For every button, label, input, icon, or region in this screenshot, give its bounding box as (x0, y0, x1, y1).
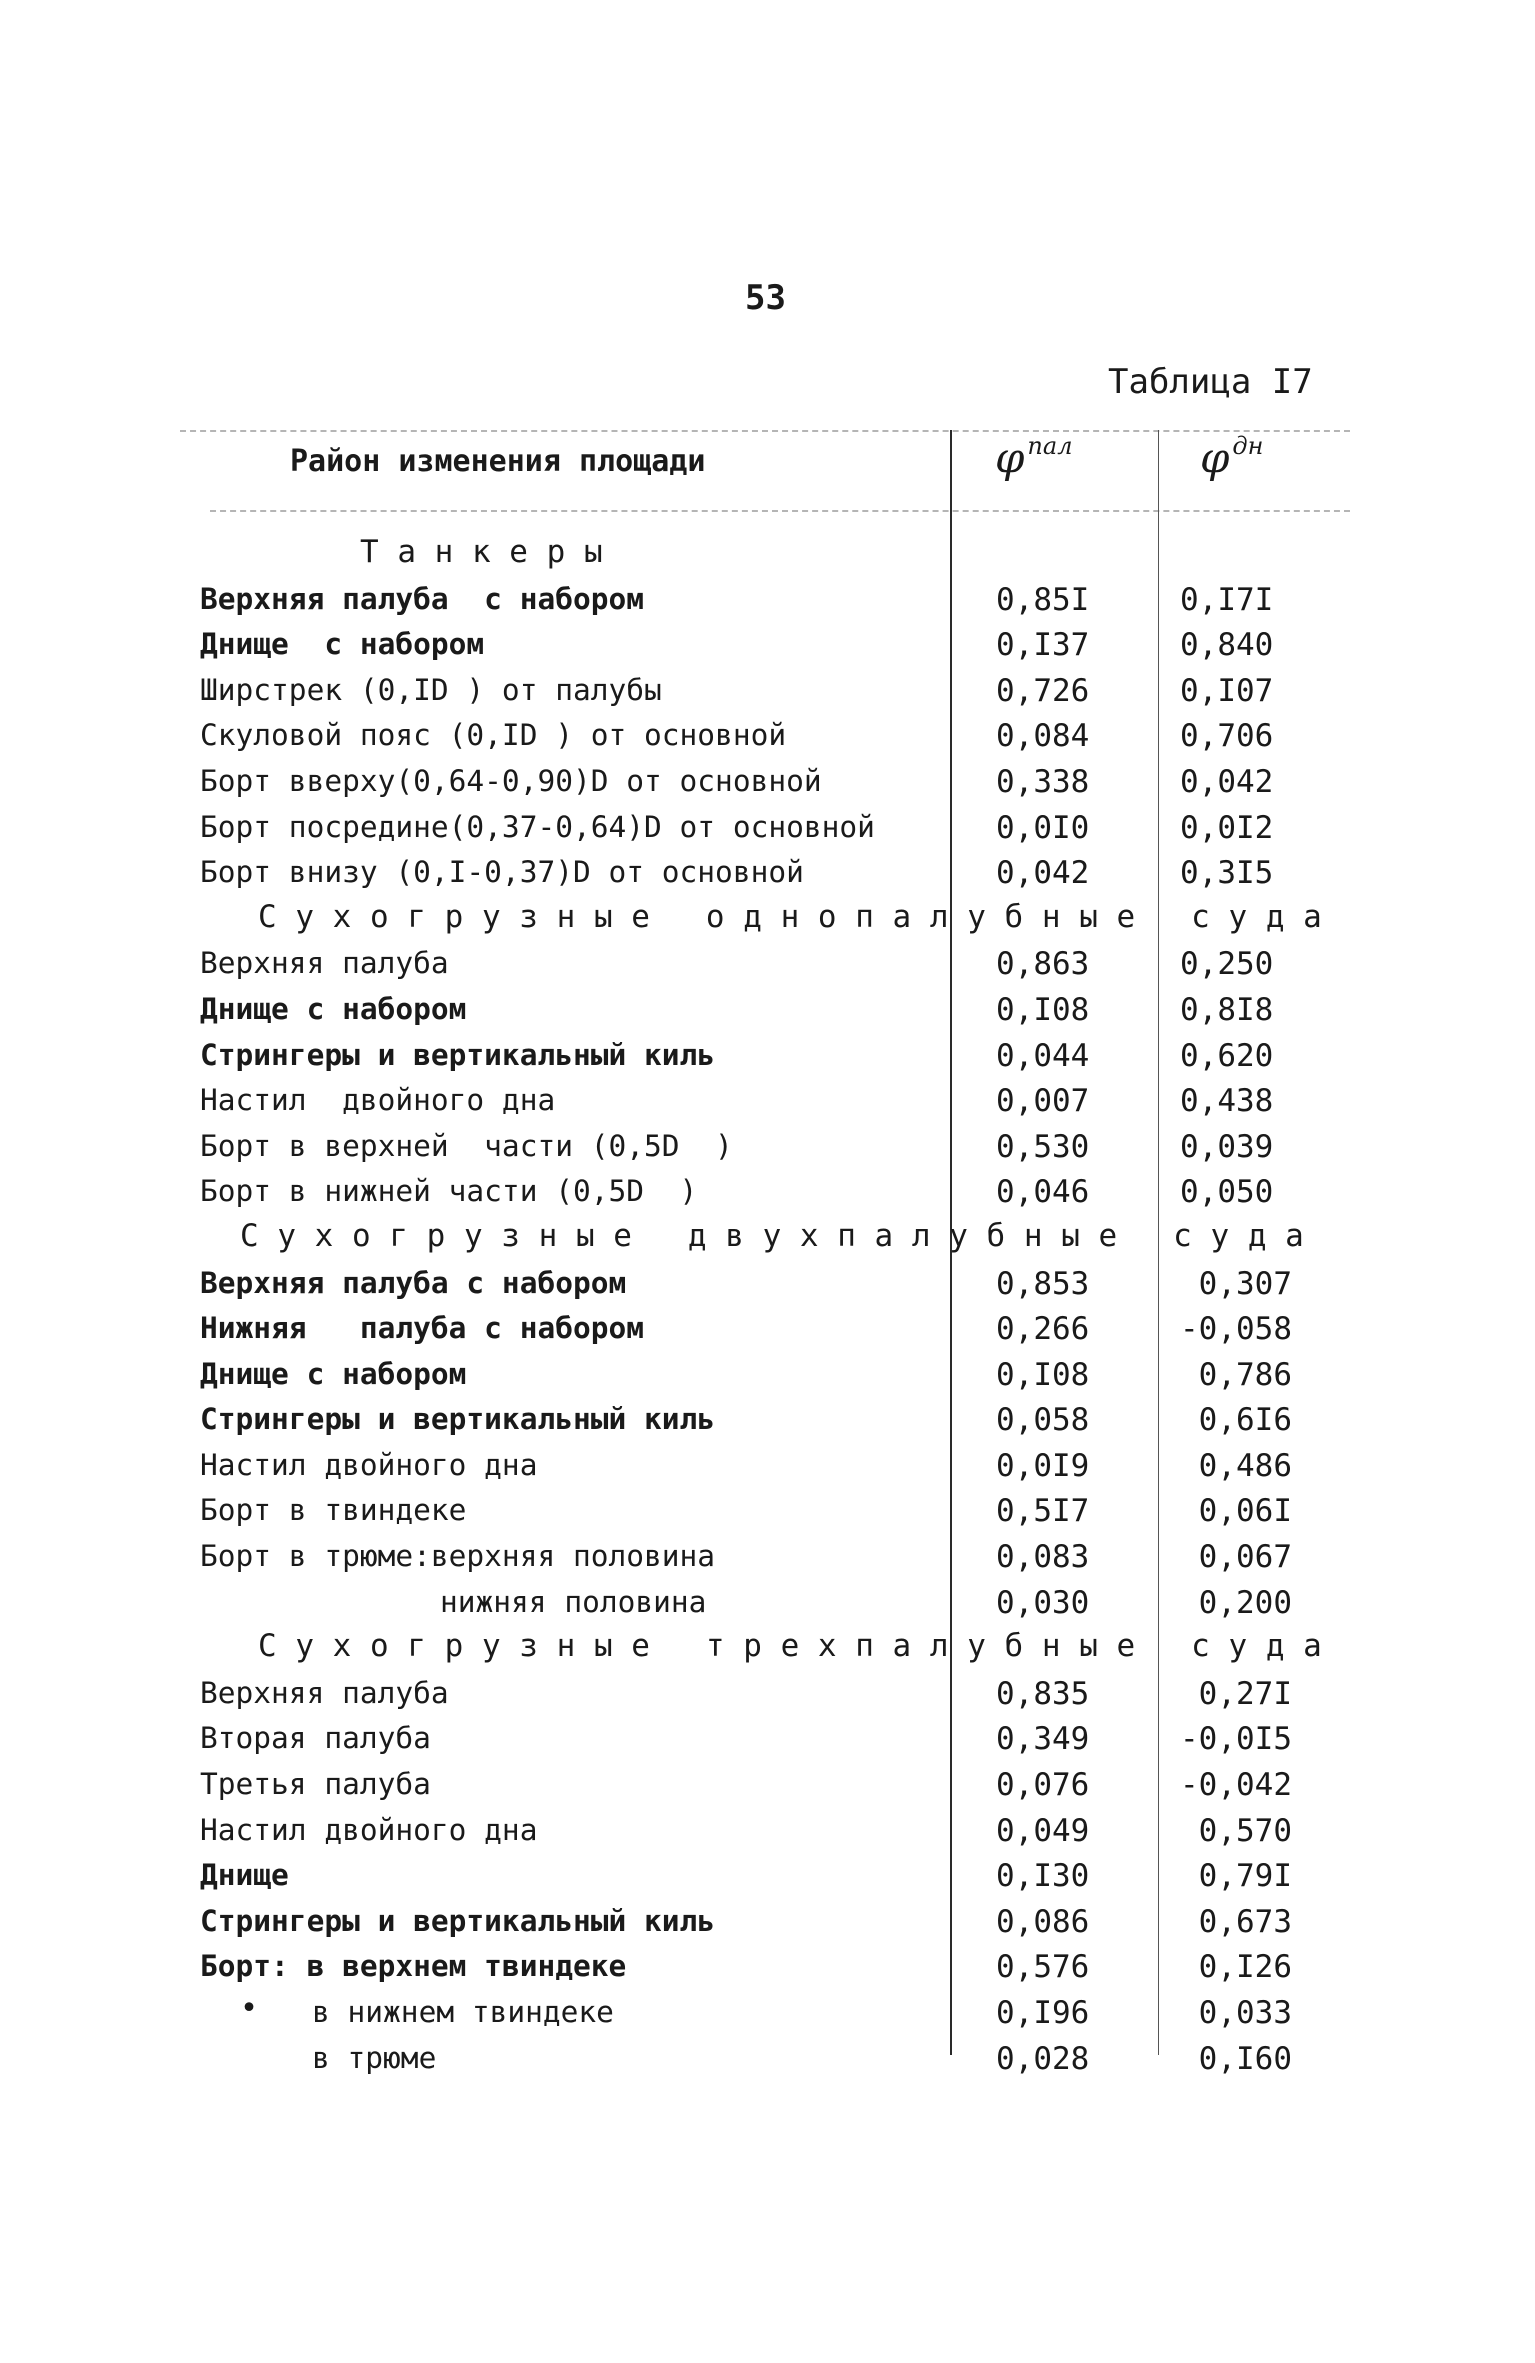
value-phi-deck: 0,083 (996, 1539, 1090, 1576)
value-phi-deck: 0,576 (996, 1949, 1090, 1986)
header-phi-deck (995, 432, 1072, 482)
row-label: Борт в трюме:верхняя половина (200, 1539, 716, 1574)
table-row (0, 1351, 1535, 1397)
table-row (0, 1032, 1535, 1078)
value-phi-bottom: 0,786 (1180, 1356, 1292, 1393)
row-label: в трюме (312, 2040, 437, 2075)
row-label: Настил двойного дна (200, 1083, 556, 1118)
value-phi-bottom: 0,706 (1180, 718, 1274, 755)
section-row (0, 1624, 1535, 1670)
value-phi-deck: 0,338 (996, 763, 1090, 800)
row-label: Третья палуба (200, 1767, 431, 1802)
value-phi-deck: 0,530 (996, 1128, 1090, 1165)
value-phi-bottom: 0,79I (1180, 1858, 1292, 1895)
row-label: Борт внизу (0,I-0,37)D от основной (200, 855, 804, 890)
table-row (0, 1123, 1535, 1169)
value-phi-deck: 0,058 (996, 1402, 1090, 1439)
value-phi-bottom: 0,0I2 (1180, 809, 1274, 846)
value-phi-bottom: 0,27I (1180, 1675, 1292, 1712)
row-label: Скуловой пояс (0,ID ) от основной (200, 718, 787, 753)
value-phi-bottom: 0,06I (1180, 1493, 1292, 1530)
row-label: Днище с набором (200, 991, 467, 1026)
value-phi-bottom: 0,I7I (1180, 581, 1274, 618)
value-phi-bottom: 0,840 (1180, 627, 1274, 664)
row-label: Настил двойного дна (200, 1812, 538, 1847)
row-label: Борт в нижней части (0,5D ) (200, 1174, 698, 1209)
value-phi-bottom: 0,I07 (1180, 672, 1274, 709)
table-row (0, 1761, 1535, 1807)
value-phi-bottom: 0,033 (1180, 1995, 1292, 2031)
table-row (0, 1715, 1535, 1761)
phi-symbol-deck: φ (995, 433, 1025, 482)
section-title: Т а н к е р ы (360, 534, 603, 570)
value-phi-deck: 0,I30 (996, 1858, 1090, 1895)
row-label: Стрингеры и вертикальный киль (200, 1402, 716, 1437)
row-label: Борт в верхней части (0,5D ) (200, 1128, 733, 1163)
value-phi-deck: 0,726 (996, 672, 1090, 709)
row-label: Ширстрек (0,ID ) от палубы (200, 672, 662, 707)
value-phi-deck: 0,0I9 (996, 1447, 1090, 1484)
row-label: Днище (200, 1858, 289, 1893)
value-phi-deck: 0,I96 (996, 1995, 1090, 2031)
value-phi-bottom: -0,042 (1180, 1767, 1292, 1804)
table-row (0, 712, 1535, 758)
value-phi-bottom: 0,307 (1180, 1265, 1292, 1302)
phi-superscript-bottom: дн (1232, 432, 1264, 460)
value-phi-bottom: 0,039 (1180, 1128, 1274, 1165)
row-label: Верхняя палуба с набором (200, 581, 645, 616)
table-row (0, 1943, 1535, 1989)
row-label: Днище с набором (200, 1356, 467, 1391)
value-phi-bottom: 0,067 (1180, 1539, 1292, 1576)
row-label: Стрингеры и вертикальный киль (200, 1037, 716, 1072)
value-phi-bottom: 0,570 (1180, 1812, 1292, 1849)
table-row (0, 1852, 1535, 1898)
value-phi-bottom: 0,6I6 (1180, 1402, 1292, 1439)
value-phi-bottom: -0,058 (1180, 1311, 1292, 1348)
section-row (0, 530, 1535, 576)
header-rule (210, 510, 1350, 512)
value-phi-deck: 0,086 (996, 1903, 1090, 1940)
row-label: нижняя половина (440, 1584, 707, 1619)
table-row (0, 1670, 1535, 1716)
table-row (0, 1168, 1535, 1214)
phi-superscript-deck: пал (1027, 432, 1073, 460)
section-title: С у х о г р у з н ы е о д н о п а л у б н ы е с у д а (258, 898, 1322, 935)
value-phi-deck: 0,076 (996, 1767, 1090, 1804)
row-label: Борт в твиндеке (200, 1493, 467, 1528)
value-phi-bottom: 0,I60 (1180, 2040, 1292, 2077)
table-row (0, 1396, 1535, 1442)
table-row (0, 849, 1535, 895)
row-label: Верхняя палуба (200, 1675, 449, 1710)
header-phi-bottom (1200, 432, 1263, 482)
table-caption: Таблица I7 (1108, 362, 1313, 402)
row-label: Стрингеры и вертикальный киль (200, 1903, 716, 1938)
table-row (0, 1305, 1535, 1351)
table-row (0, 940, 1535, 986)
phi-symbol-bottom: φ (1200, 433, 1230, 482)
table-row (0, 1487, 1535, 1533)
value-phi-deck: 0,5I7 (996, 1493, 1090, 1530)
value-phi-bottom: 0,486 (1180, 1447, 1292, 1484)
value-phi-deck: 0,049 (996, 1812, 1090, 1849)
section-row (0, 1214, 1535, 1260)
value-phi-deck: 0,85I (996, 581, 1090, 618)
section-title: С у х о г р у з н ы е д в у х п а л у б н ы е с у д а (240, 1217, 1304, 1254)
value-phi-bottom: 0,250 (1180, 946, 1274, 983)
table-row (0, 667, 1535, 713)
row-label: Верхняя палуба (200, 946, 449, 981)
value-phi-bottom: 0,I26 (1180, 1949, 1292, 1986)
row-label: Борт посредине(0,37-0,64)D от основной (200, 809, 875, 844)
value-phi-deck: 0,853 (996, 1265, 1090, 1302)
value-phi-bottom: -0,0I5 (1180, 1721, 1292, 1758)
table-row (0, 1807, 1535, 1853)
value-phi-bottom: 0,042 (1180, 763, 1274, 800)
page-number: 53 (745, 278, 786, 318)
value-phi-deck: 0,044 (996, 1037, 1090, 1074)
row-label: Днище с набором (200, 627, 485, 662)
table-row (0, 1442, 1535, 1488)
value-phi-bottom: 0,050 (1180, 1174, 1274, 1211)
row-bullet: • (240, 1991, 259, 2026)
row-label: Нижняя палуба с набором (200, 1311, 645, 1346)
value-phi-bottom: 0,200 (1180, 1584, 1292, 1621)
value-phi-bottom: 0,673 (1180, 1903, 1292, 1940)
value-phi-deck: 0,046 (996, 1174, 1090, 1211)
value-phi-bottom: 0,3I5 (1180, 855, 1274, 892)
row-label: Вторая палуба (200, 1721, 431, 1756)
table-row (0, 1898, 1535, 1944)
value-phi-deck: 0,I08 (996, 1356, 1090, 1393)
table-row (0, 986, 1535, 1032)
row-label: Верхняя палуба с набором (200, 1265, 627, 1300)
table-row (0, 758, 1535, 804)
value-phi-deck: 0,863 (996, 946, 1090, 983)
table-body (0, 530, 1535, 2080)
value-phi-deck: 0,266 (996, 1311, 1090, 1348)
table-row (0, 1077, 1535, 1123)
value-phi-deck: 0,835 (996, 1675, 1090, 1712)
value-phi-deck: 0,042 (996, 855, 1090, 892)
value-phi-deck: 0,084 (996, 718, 1090, 755)
value-phi-deck: 0,I37 (996, 627, 1090, 664)
table-row (0, 804, 1535, 850)
row-label: в нижнем твиндеке (312, 1995, 614, 2029)
row-label: Борт вверху(0,64-0,90)D от основной (200, 763, 822, 798)
table-row (0, 1989, 1535, 2035)
value-phi-deck: 0,0I0 (996, 809, 1090, 846)
table-row (0, 576, 1535, 622)
header-column-label: Район изменения площади (290, 444, 706, 479)
value-phi-deck: 0,028 (996, 2040, 1090, 2077)
table-row (0, 1260, 1535, 1306)
table-row (0, 621, 1535, 667)
value-phi-deck: 0,349 (996, 1721, 1090, 1758)
table-row (0, 2035, 1535, 2081)
value-phi-bottom: 0,438 (1180, 1083, 1274, 1120)
table-row (0, 1579, 1535, 1625)
table-row (0, 1533, 1535, 1579)
table-header (0, 430, 1535, 502)
row-label: Борт: в верхнем твиндеке (200, 1949, 627, 1984)
section-title: С у х о г р у з н ы е т р е х п а л у б н ы е с у д а (258, 1628, 1322, 1665)
value-phi-deck: 0,I08 (996, 991, 1090, 1028)
value-phi-bottom: 0,620 (1180, 1037, 1274, 1074)
section-row (0, 895, 1535, 941)
value-phi-bottom: 0,8I8 (1180, 991, 1274, 1028)
row-label: Настил двойного дна (200, 1447, 538, 1482)
value-phi-deck: 0,030 (996, 1584, 1090, 1621)
value-phi-deck: 0,007 (996, 1083, 1090, 1120)
